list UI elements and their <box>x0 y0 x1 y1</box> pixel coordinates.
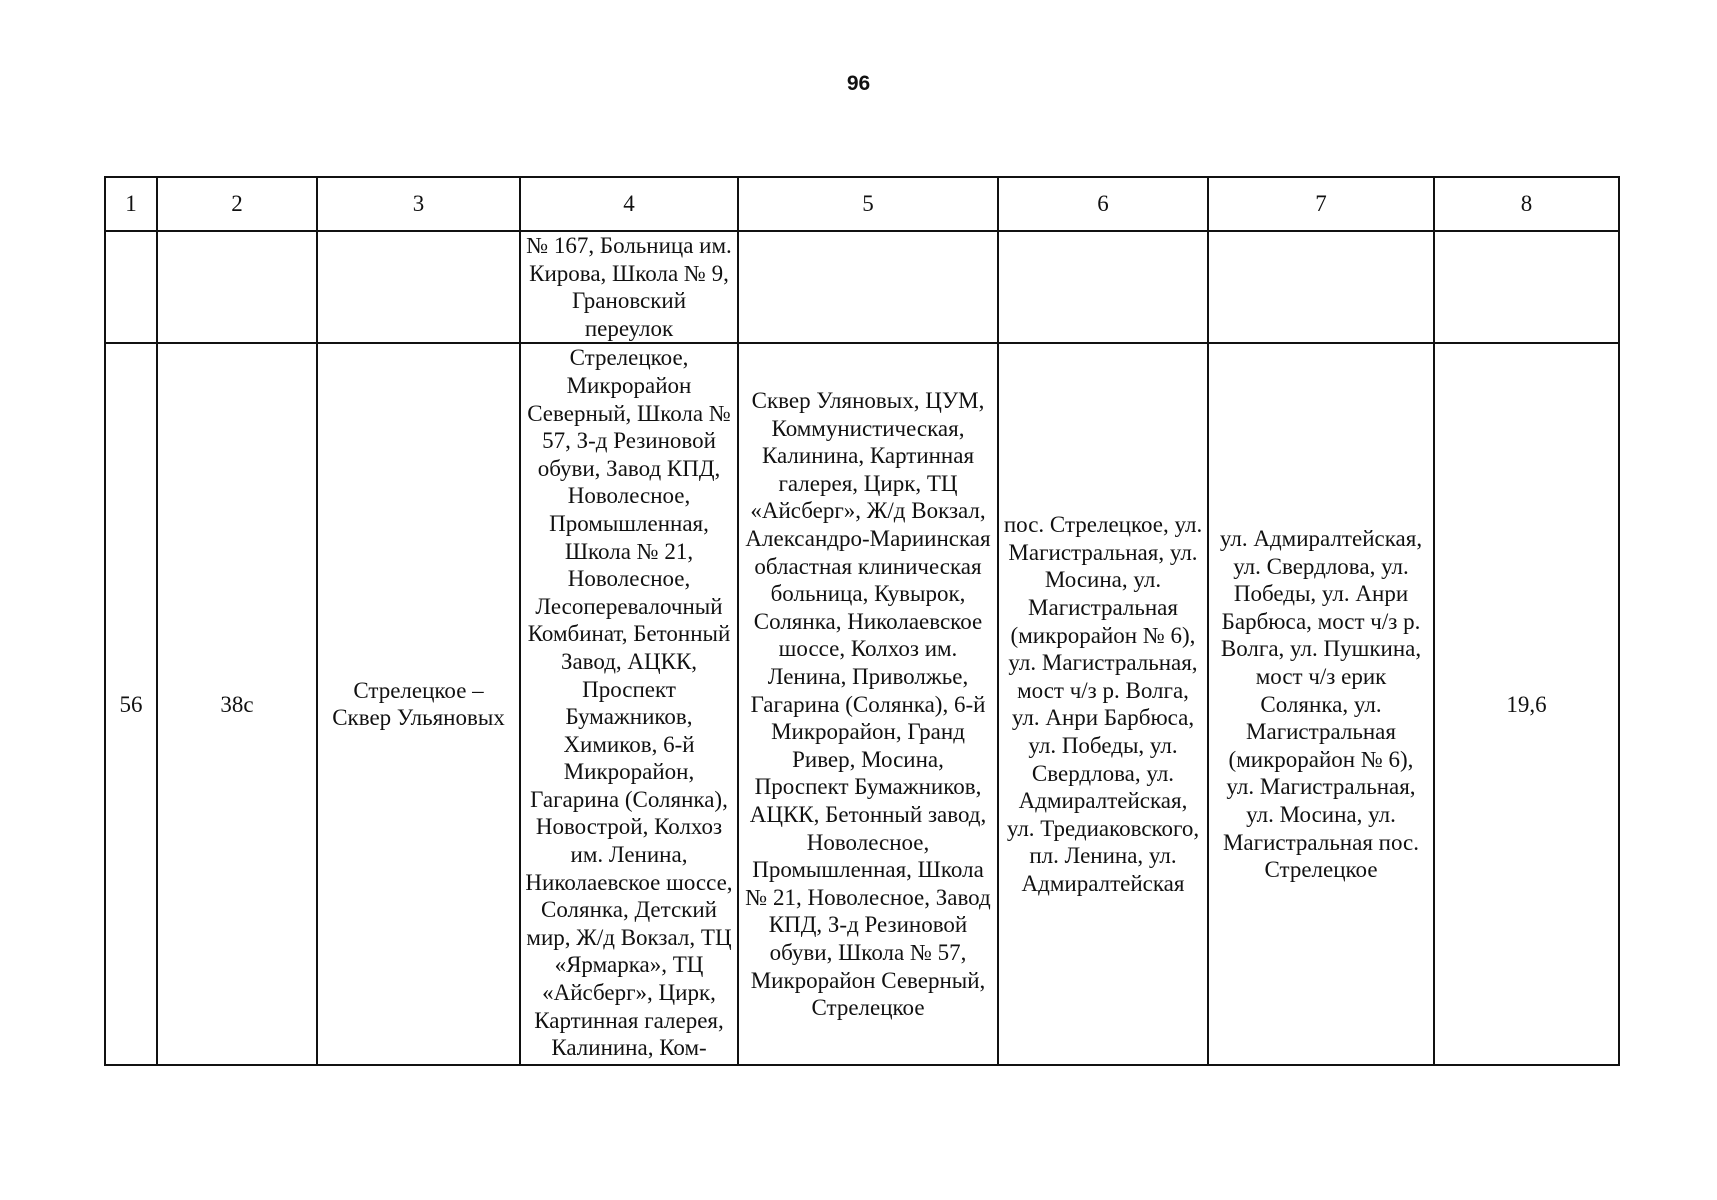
cell-route-number: 38с <box>157 343 317 1065</box>
header-col-2: 2 <box>157 177 317 231</box>
cell-streets-forward <box>998 231 1208 343</box>
header-row <box>105 177 1619 231</box>
cell-number <box>105 231 157 343</box>
route-table <box>104 176 1620 1066</box>
cell-length: 19,6 <box>1434 343 1619 1065</box>
table-row <box>105 231 1619 343</box>
cell-streets-forward: пос. Стрелецкое, ул. Магистральная, ул. Мосина, ул. Магистральная (микрорайон № 6), ул. Магистральная, мост ч/з р. Волга, ул. Анри Барбюса, ул. Победы, ул. Свердлова, ул. Адмиралтейская, ул. Тредиаковского, пл. Ленина, ул. Адмиралтейская <box>998 343 1208 1065</box>
cell-length <box>1434 231 1619 343</box>
header-col-1: 1 <box>105 177 157 231</box>
table-row <box>105 343 1619 1065</box>
header-col-5: 5 <box>738 177 998 231</box>
cell-streets-backward: ул. Адмиралтейская, ул. Свердлова, ул. Победы, ул. Анри Барбюса, мост ч/з р. Волга, ул. Пушкина, мост ч/з ерик Солянка, ул. Магистральная (микрорайон № 6), ул. Магистральная, ул. Мосина, ул. Магистральная пос. Стрелецкое <box>1208 343 1434 1065</box>
cell-stops-backward <box>738 231 998 343</box>
page-number: 96 <box>846 72 871 95</box>
cell-route-number <box>157 231 317 343</box>
cell-stops-forward: № 167, Больница им. Кирова, Школа № 9, Грановский переулок <box>520 231 738 343</box>
header-col-4: 4 <box>520 177 738 231</box>
cell-route-name: Стрелецкое – Сквер Ульяновых <box>317 343 520 1065</box>
header-col-7: 7 <box>1208 177 1434 231</box>
header-col-3: 3 <box>317 177 520 231</box>
cell-route-name <box>317 231 520 343</box>
cell-number: 56 <box>105 343 157 1065</box>
header-col-6: 6 <box>998 177 1208 231</box>
cell-streets-backward <box>1208 231 1434 343</box>
header-col-8: 8 <box>1434 177 1619 231</box>
cell-stops-forward: Стрелецкое, Микрорайон Северный, Школа № 57, З-д Резиновой обуви, Завод КПД, Новолесное, Промышленная, Школа № 21, Новолесное, Лесоперевалочный Комбинат, Бетонный Завод, АЦКК, Проспект Бумажников, Химиков, 6-й Микрорайон, Гагарина (Солянка), Новострой, Колхоз им. Ленина, Николаевское шоссе, Солянка, Детский мир, Ж/д Вокзал, ТЦ «Ярмарка», ТЦ «Айсберг», Цирк, Картинная галерея, Калинина, Ком- <box>520 343 738 1065</box>
cell-stops-backward: Сквер Уляновых, ЦУМ, Коммунистическая, Калинина, Картинная галерея, Цирк, ТЦ «Айсберг», Ж/д Вокзал, Александро-Мариинская областная клиническая больница, Кувырок, Солянка, Николаевское шоссе, Колхоз им. Ленина, Приволжье, Гагарина (Солянка), 6-й Микрорайон, Гранд Ривер, Мосина, Проспект Бумажников, АЦКК, Бетонный завод, Новолесное, Промышленная, Школа № 21, Новолесное, Завод КПД, З-д Резиновой обуви, Школа № 57, Микрорайон Северный, Стрелецкое <box>738 343 998 1065</box>
